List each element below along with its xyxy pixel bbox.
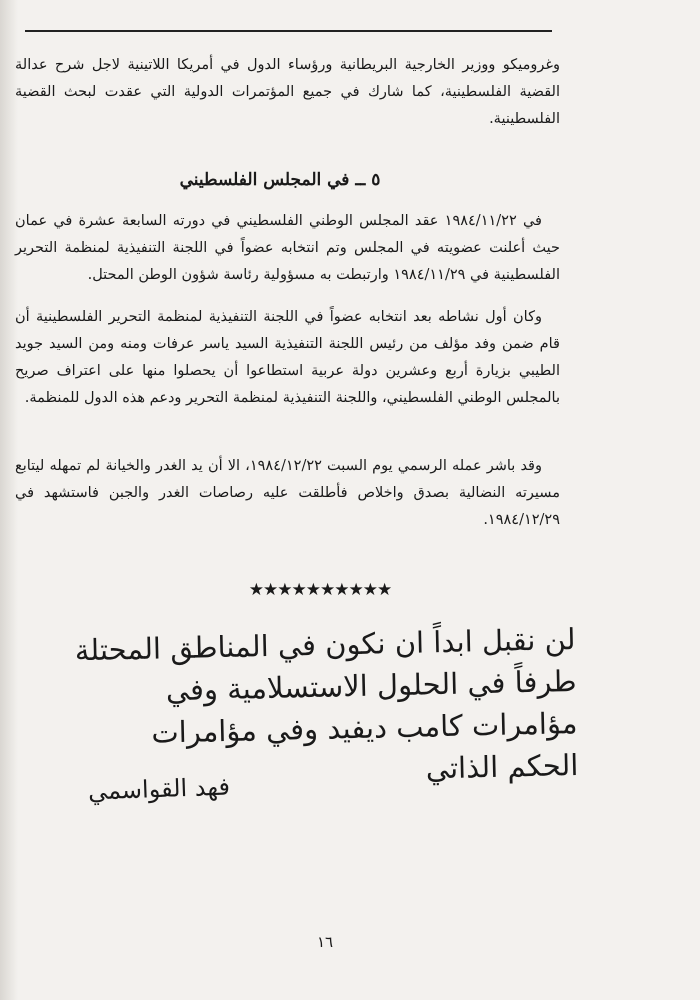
intro-paragraph: وغروميكو ووزير الخارجية البريطانية ورؤساء الدول في أمريكا اللاتينية لاجل شرح عدالة القضية الفلسطينية، كما شارك في جميع المؤتمرات الدولية التي عقدت لبحث القضية الفلسطينية.: [15, 57, 560, 127]
handwritten-quote: [55, 618, 579, 798]
quote-line-1: لن نقبل ابداً ان نكون في المناطق المحتلة: [74, 621, 576, 668]
section-heading: ٥ ــ في المجلس الفلسطيني: [179, 170, 381, 190]
section-paragraph-3: وقد باشر عمله الرسمي يوم السبت ١٩٨٤/١٢/٢٢، الا أن يد الغدر والخيانة لم تمهله ليتابع مسيرته النضالية بصدق واخلاص فأطلقت عليه رصاصات الغدر والجبن فاستشهد في ١٩٨٤/١٢/٢٩.: [15, 458, 560, 528]
top-rule: [25, 30, 552, 32]
section-paragraph-2: وكان أول نشاطه بعد انتخابه عضواً في اللجنة التنفيذية لمنظمة التحرير الفلسطينية أن قام ضمن وفد مؤلف من رئيس اللجنة التنفيذية السيد ياسر عرفات ومنه ومن السيد جويد الطيبي بزيارة أربع وعشرين دولة عربية استطاعوا أن يحصلوا منها على اعتراف صريح بالمجلس الوطني الفلسطيني، واللجنة التنفيذية لمنظمة التحرير ودعم هذه الدول للمنظمة.: [15, 309, 560, 406]
star-separator: ★★★★★★★★★★: [248, 580, 392, 600]
section-paragraph-1: في ١٩٨٤/١١/٢٢ عقد المجلس الوطني الفلسطيني في دورته السابعة عشرة في عمان حيث أعلنت عضويته في المجلس وتم انتخابه عضواً في اللجنة التنفيذية لمنظمة التحرير الفلسطينية في ١٩٨٤/١١/٢٩ وارتبطت به مسؤولية رئاسة شؤون الوطن المحتل.: [15, 213, 560, 283]
quote-line-3: مؤامرات كامب ديفيد وفي مؤامرات: [150, 705, 578, 750]
quote-line-2: طرفاً في الحلول الاستسلامية وفي: [165, 663, 577, 708]
handwritten-signature: فهد القواسمي: [87, 772, 231, 806]
quote-line-4: الحكم الذاتي: [425, 747, 579, 786]
page-number: ١٦: [316, 933, 334, 951]
